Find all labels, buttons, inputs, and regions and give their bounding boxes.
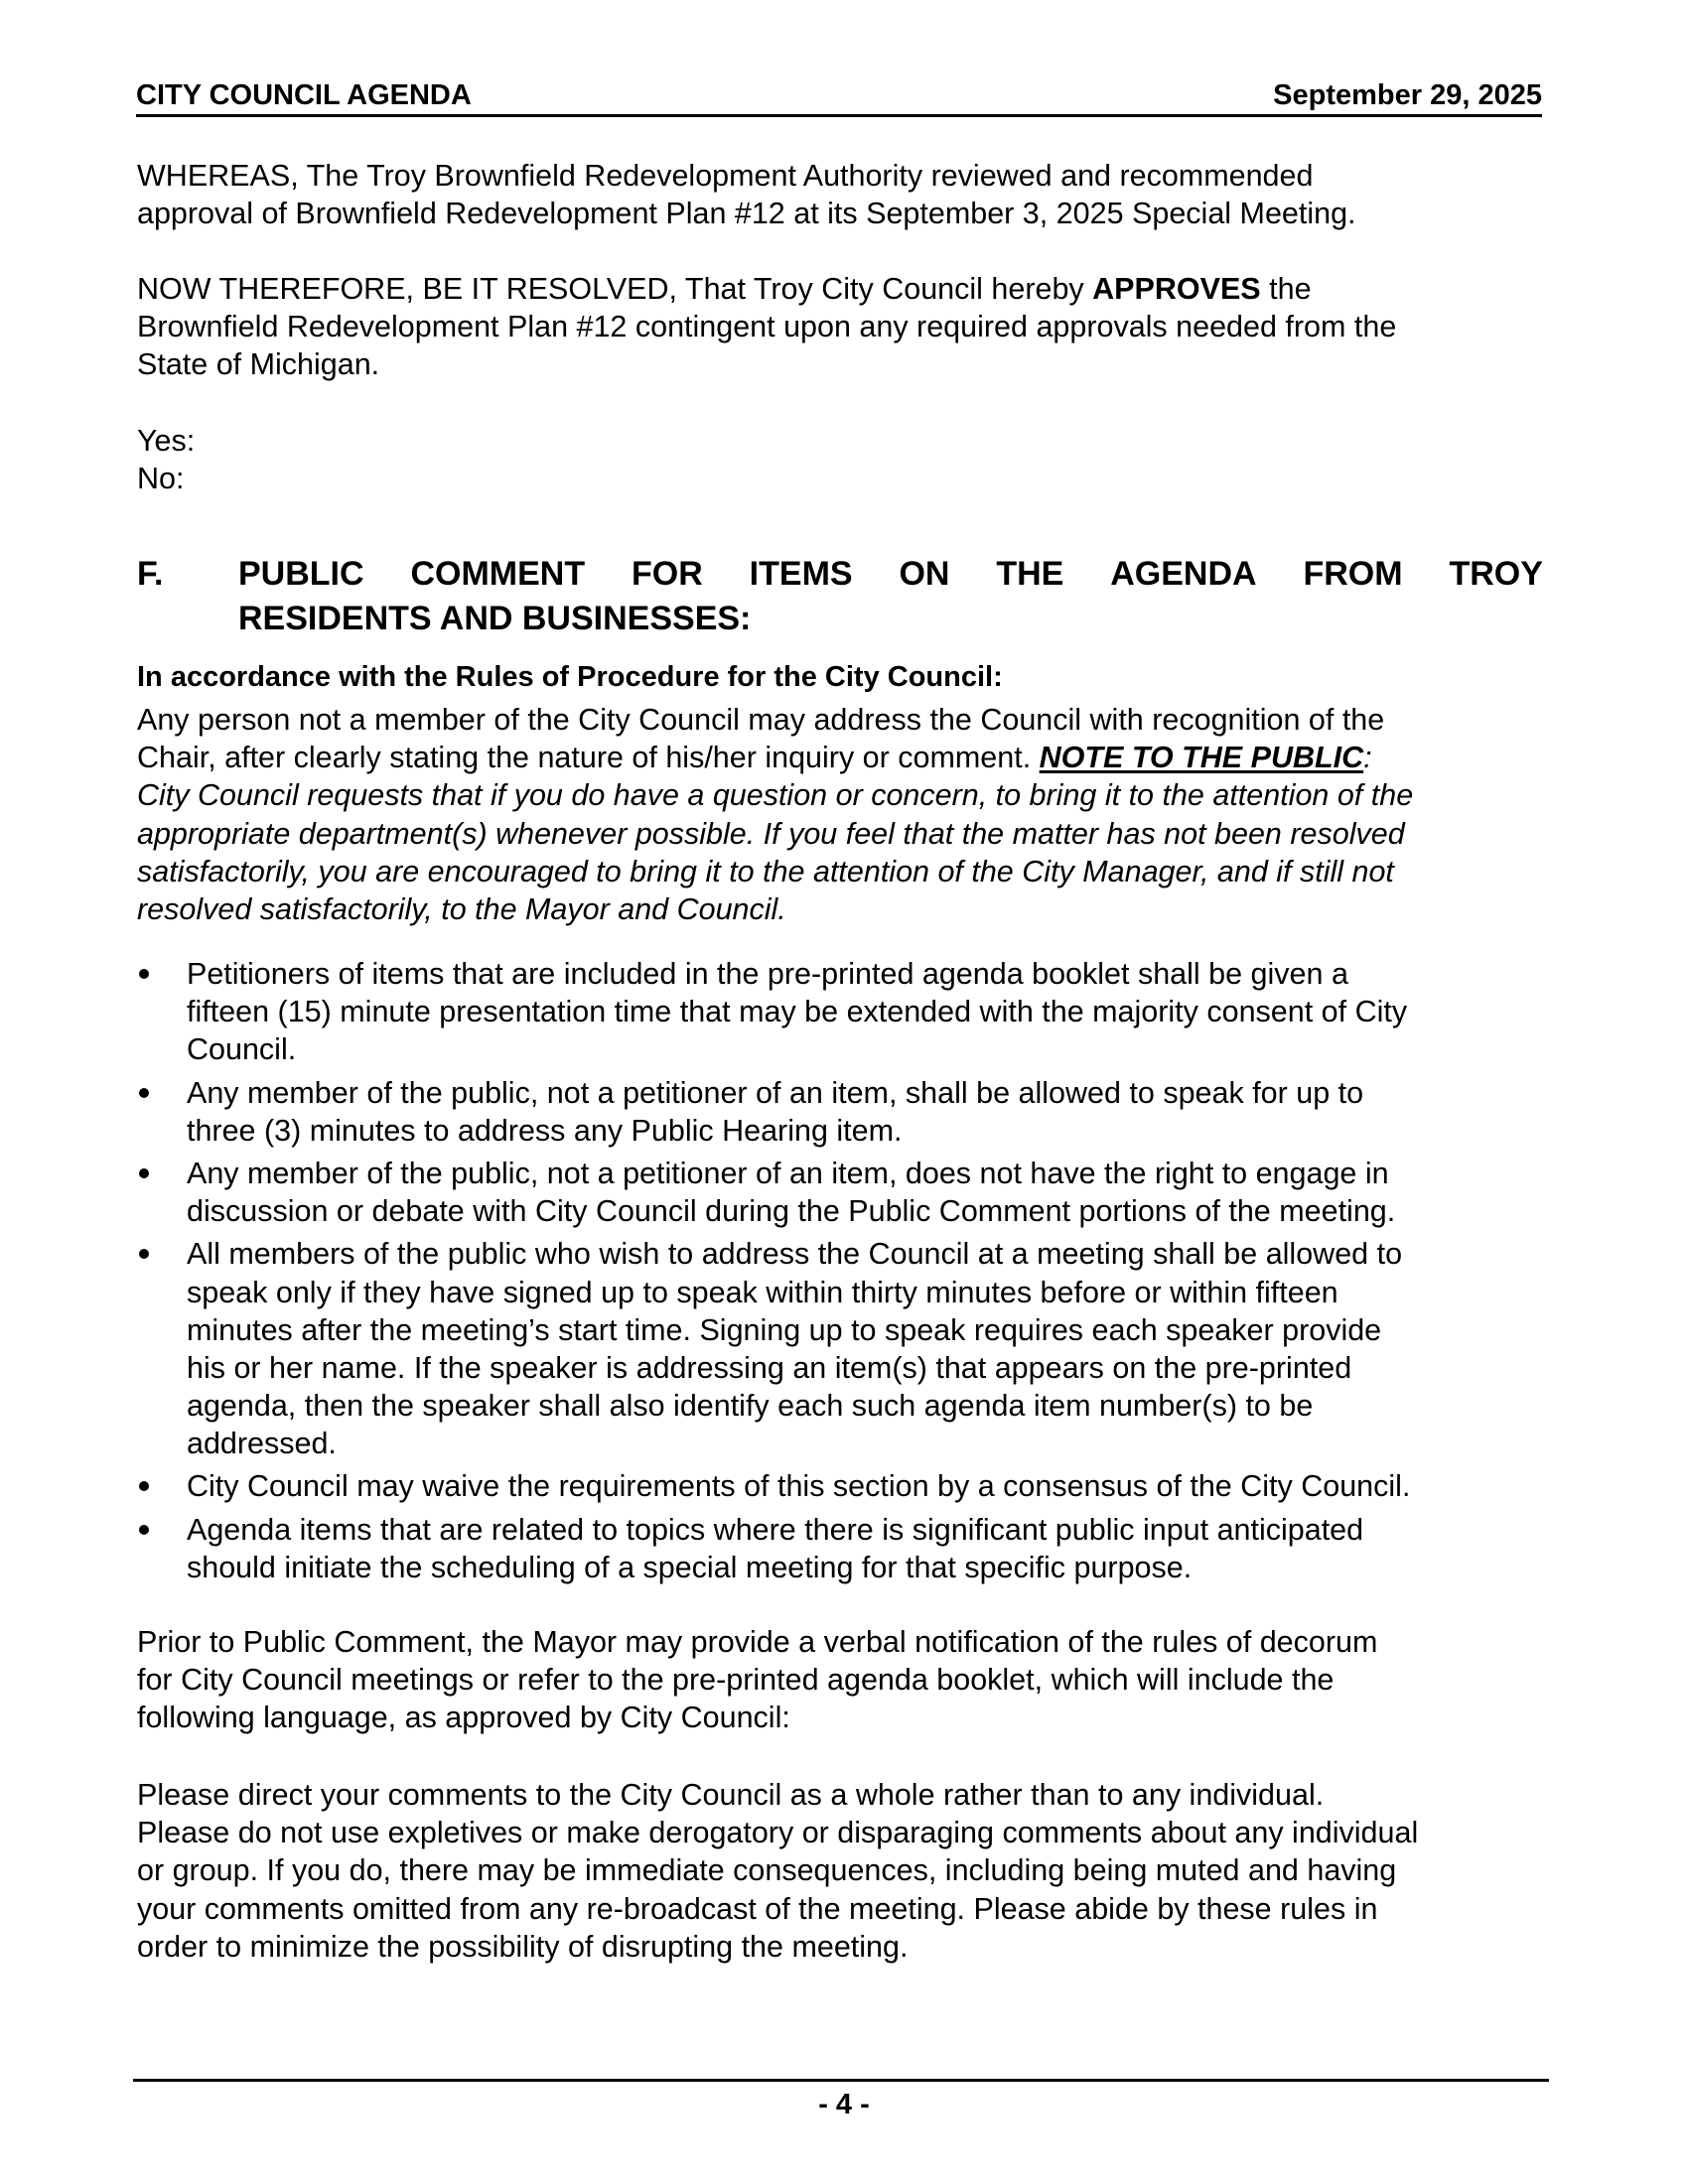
decorum-line: order to minimize the possibility of disrupting the meeting. bbox=[137, 1929, 909, 1964]
note-to-public-label: NOTE TO THE PUBLIC bbox=[1039, 741, 1364, 775]
bullet-line: Petitioners of items that are included in the pre-printed agenda booklet shall be given a bbox=[187, 957, 1348, 991]
bullet-item bbox=[137, 1074, 1410, 1150]
resolution-line: Brownfield Redevelopment Plan #12 contingent upon any required approvals needed from the bbox=[137, 310, 1397, 344]
section-title-word: COMMENT bbox=[410, 555, 586, 593]
bullet-item bbox=[137, 1511, 1410, 1586]
prior-paragraph bbox=[137, 1623, 1377, 1737]
section-title-line1 bbox=[238, 552, 1543, 597]
note-line: resolved satisfactorily, to the Mayor and Council. bbox=[137, 891, 786, 926]
bullet-icon bbox=[139, 969, 149, 979]
bullet-line: discussion or debate with City Council during the Public Comment portions of the meeting. bbox=[187, 1194, 1396, 1229]
section-title-word: FROM bbox=[1303, 555, 1403, 593]
bullet-item bbox=[137, 955, 1410, 1069]
section-title-word: THE bbox=[996, 555, 1064, 593]
section-letter: F. bbox=[137, 555, 164, 593]
section-title-word: ITEMS bbox=[749, 555, 853, 593]
approves-emphasis: APPROVES bbox=[1092, 272, 1261, 306]
note-colon: : bbox=[1363, 741, 1372, 775]
bullet-item bbox=[137, 1235, 1410, 1462]
decorum-line: your comments omitted from any re-broadcast of the meeting. Please abide by these rules in bbox=[137, 1891, 1378, 1926]
resolution-paragraph bbox=[137, 270, 1396, 384]
resolution-text: the bbox=[1260, 272, 1312, 306]
header-title: CITY COUNCIL AGENDA bbox=[136, 79, 472, 111]
page-header bbox=[136, 79, 1542, 117]
whereas-paragraph bbox=[137, 157, 1356, 232]
resolution-line bbox=[137, 270, 1396, 308]
intro-text: Chair, after clearly stating the nature of his/her inquiry or comment. bbox=[137, 741, 1040, 775]
vote-no-label: No: bbox=[137, 462, 185, 496]
note-line: appropriate department(s) whenever possible. If you feel that the matter has not been resolved bbox=[137, 816, 1405, 851]
bullet-line: addressed. bbox=[187, 1427, 337, 1461]
resolution-line: State of Michigan. bbox=[137, 347, 380, 382]
note-line: satisfactorily, you are encouraged to bring it to the attention of the City Manager, and if still not bbox=[137, 854, 1394, 888]
section-title-word: PUBLIC bbox=[238, 555, 364, 593]
bullet-line: All members of the public who wish to address the Council at a meeting shall be allowed to bbox=[187, 1237, 1403, 1272]
intro-line bbox=[137, 739, 1413, 776]
bullet-item bbox=[137, 1155, 1410, 1230]
decorum-line: Please direct your comments to the City Council as a whole rather than to any individual. bbox=[137, 1778, 1325, 1812]
footer-rule bbox=[133, 2079, 1549, 2082]
section-title-word: AGENDA bbox=[1110, 555, 1257, 593]
bullet-line: fifteen (15) minute presentation time that may be extended with the majority consent of City bbox=[187, 995, 1408, 1029]
rules-subheading: In accordance with the Rules of Procedure for the City Council: bbox=[137, 661, 1003, 693]
bullet-item bbox=[137, 1467, 1410, 1505]
resolution-text: NOW THEREFORE, BE IT RESOLVED, That Troy City Council hereby bbox=[137, 272, 1093, 306]
vote-block bbox=[137, 422, 195, 497]
decorum-line: or group. If you do, there may be immediate consequences, including being muted and having bbox=[137, 1853, 1397, 1888]
bullet-line: Council. bbox=[187, 1032, 297, 1067]
rules-bullet-list bbox=[137, 955, 1410, 1591]
whereas-line: WHEREAS, The Troy Brownfield Redevelopment Authority reviewed and recommended bbox=[137, 159, 1314, 193]
intro-line: Any person not a member of the City Council may address the Council with recognition of the bbox=[137, 703, 1385, 737]
bullet-line: three (3) minutes to address any Public Hearing item. bbox=[187, 1113, 903, 1148]
section-title-word: ON bbox=[899, 555, 950, 593]
note-line: City Council requests that if you do have a question or concern, to bring it to the attention of the bbox=[137, 778, 1414, 813]
section-title bbox=[238, 552, 1543, 641]
section-title-word: FOR bbox=[632, 555, 703, 593]
bullet-line: his or her name. If the speaker is addressing an item(s) that appears on the pre-printed bbox=[187, 1350, 1352, 1385]
decorum-line: Please do not use expletives or make derogatory or disparaging comments about any individual bbox=[137, 1816, 1419, 1850]
page-number: - 4 - bbox=[818, 2089, 870, 2120]
bullet-line: Agenda items that are related to topics where there is significant public input anticipated bbox=[187, 1512, 1364, 1547]
bullet-line: agenda, then the speaker shall also identify each such agenda item number(s) to be bbox=[187, 1389, 1314, 1424]
bullet-icon bbox=[139, 1088, 149, 1098]
decorum-paragraph bbox=[137, 1776, 1418, 1966]
prior-line: for City Council meetings or refer to the pre-printed agenda booklet, which will include the bbox=[137, 1663, 1335, 1698]
bullet-line: should initiate the scheduling of a special meeting for that specific purpose. bbox=[187, 1550, 1193, 1584]
bullet-line: City Council may waive the requirements of this section by a consensus of the City Council. bbox=[187, 1469, 1411, 1504]
whereas-line: approval of Brownfield Redevelopment Plan #12 at its September 3, 2025 Special Meeting. bbox=[137, 197, 1356, 231]
section-title-line2: RESIDENTS AND BUSINESSES: bbox=[238, 600, 752, 637]
header-rule bbox=[136, 114, 1542, 117]
bullet-icon bbox=[139, 1249, 149, 1259]
bullet-line: speak only if they have signed up to speak within thirty minutes before or within fifteen bbox=[187, 1275, 1338, 1309]
bullet-icon bbox=[139, 1525, 149, 1535]
intro-paragraph bbox=[137, 701, 1413, 928]
bullet-icon bbox=[139, 1168, 149, 1178]
vote-yes-label: Yes: bbox=[137, 424, 196, 458]
section-title-word: TROY bbox=[1449, 555, 1543, 593]
bullet-line: Any member of the public, not a petitioner of an item, shall be allowed to speak for up to bbox=[187, 1075, 1364, 1110]
bullet-line: Any member of the public, not a petitioner of an item, does not have the right to engage in bbox=[187, 1156, 1389, 1190]
bullet-icon bbox=[139, 1481, 149, 1491]
prior-line: Prior to Public Comment, the Mayor may provide a verbal notification of the rules of decorum bbox=[137, 1625, 1378, 1659]
bullet-line: minutes after the meeting’s start time. Signing up to speak requires each speaker provide bbox=[187, 1312, 1382, 1347]
header-date: September 29, 2025 bbox=[1273, 79, 1542, 111]
prior-line: following language, as approved by City Council: bbox=[137, 1701, 790, 1735]
